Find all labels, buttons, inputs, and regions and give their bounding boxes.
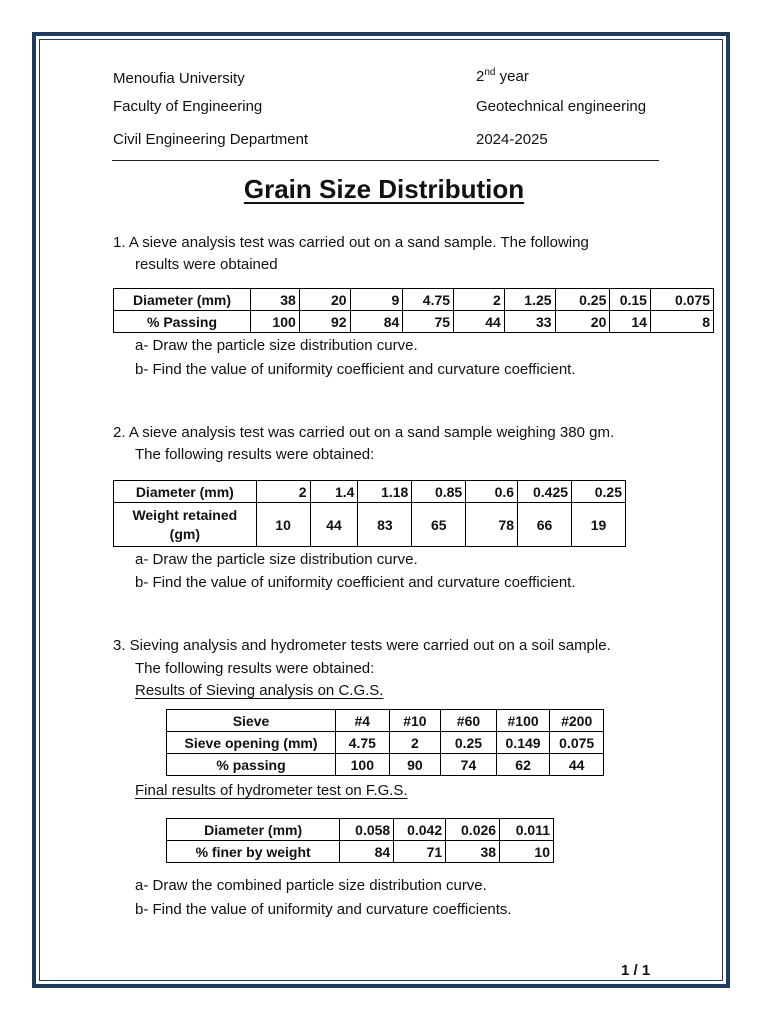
academic-year: 2024-2025 [476,131,548,148]
table-cell: 10 [500,841,554,863]
table-cell: 0.85 [412,481,466,503]
table-row [167,841,554,863]
table-cell: 9 [350,289,403,311]
table-cell: 0.25 [555,289,610,311]
table-cell: 84 [350,311,403,333]
table-cell: 100 [336,754,390,776]
table-row [167,819,554,841]
hydrometer-table [166,818,554,863]
table-row [167,710,604,732]
table-cell: 4.75 [403,289,454,311]
q2-text-line2: The following results were obtained: [135,446,375,463]
table-cell: 0.075 [650,289,713,311]
table-cell: 1.4 [310,481,358,503]
table-cell: 1.25 [504,289,555,311]
q2-table [113,480,626,547]
table-header: Diameter (mm) [114,481,257,503]
department-name: Civil Engineering Department [113,131,309,148]
table-row [167,732,604,754]
table-cell: 0.15 [610,289,651,311]
q3-part-b: b- Find the value of uniformity and curvature coefficients. [135,901,512,918]
table-cell: 100 [251,311,300,333]
table-cell: 84 [340,841,394,863]
table-cell: 44 [454,311,505,333]
table-cell: 0.026 [446,819,500,841]
table-cell: #100 [496,710,550,732]
sieve-caption: Results of Sieving analysis on C.G.S. [135,682,384,699]
table-cell: 0.075 [550,732,604,754]
page-number: 1 / 1 [621,962,651,979]
table-cell: 0.011 [500,819,554,841]
header-divider [112,160,659,161]
table-cell: 0.6 [466,481,518,503]
table-cell: 0.25 [441,732,497,754]
table-header: Sieve opening (mm) [167,732,336,754]
q1-text-line1: 1. A sieve analysis test was carried out on a sand sample. The following [113,234,589,251]
table-header: Weight retained (gm) [114,503,257,547]
table-cell: 14 [610,311,651,333]
table-cell: 44 [310,503,358,547]
table-cell: 92 [299,311,350,333]
table-cell: 74 [441,754,497,776]
table-header: % passing [167,754,336,776]
table-cell: 62 [496,754,550,776]
page-title: Grain Size Distribution [243,174,525,204]
q3-text-line2: The following results were obtained: [135,660,375,677]
table-cell: #4 [336,710,390,732]
q2-text-line1: 2. A sieve analysis test was carried out on a sand sample weighing 380 gm. [113,424,615,441]
university-name: Menoufia University [113,70,245,87]
table-cell: 65 [412,503,466,547]
table-header: Sieve [167,710,336,732]
table-cell: 0.058 [340,819,394,841]
table-cell: 2 [454,289,505,311]
table-cell: #10 [389,710,441,732]
q2-part-b: b- Find the value of uniformity coefficient and curvature coefficient. [135,574,576,591]
table-cell: 90 [389,754,441,776]
q1-part-a: a- Draw the particle size distribution curve. [135,337,418,354]
table-cell: 66 [518,503,572,547]
table-cell: 4.75 [336,732,390,754]
table-row [114,289,714,311]
table-row [114,481,626,503]
table-cell: #60 [441,710,497,732]
q1-table [113,288,714,333]
table-cell: 10 [256,503,310,547]
q3-text-line1: 3. Sieving analysis and hydrometer tests were carried out on a soil sample. [113,637,611,654]
q2-part-a: a- Draw the particle size distribution curve. [135,551,418,568]
table-cell: #200 [550,710,604,732]
table-cell: 19 [572,503,626,547]
table-cell: 71 [394,841,446,863]
table-cell: 44 [550,754,604,776]
table-cell: 0.042 [394,819,446,841]
faculty-name: Faculty of Engineering [113,98,263,115]
study-year: 2nd year [476,67,529,85]
sieve-table [166,709,604,776]
table-cell: 20 [555,311,610,333]
table-cell: 2 [256,481,310,503]
q3-part-a: a- Draw the combined particle size distribution curve. [135,877,487,894]
table-row [114,503,626,547]
table-cell: 83 [358,503,412,547]
table-cell: 78 [466,503,518,547]
q1-text-line2: results were obtained [135,256,278,273]
table-cell: 2 [389,732,441,754]
course-name: Geotechnical engineering [476,98,647,115]
table-header: Diameter (mm) [114,289,251,311]
table-cell: 0.149 [496,732,550,754]
table-cell: 38 [446,841,500,863]
table-row [167,754,604,776]
table-cell: 0.425 [518,481,572,503]
table-cell: 0.25 [572,481,626,503]
table-cell: 8 [650,311,713,333]
table-header: Diameter (mm) [167,819,340,841]
hydrometer-caption: Final results of hydrometer test on F.G.S. [135,782,408,799]
table-header: % Passing [114,311,251,333]
table-cell: 20 [299,289,350,311]
table-cell: 75 [403,311,454,333]
table-cell: 33 [504,311,555,333]
table-cell: 38 [251,289,300,311]
q1-part-b: b- Find the value of uniformity coefficient and curvature coefficient. [135,361,576,378]
table-row [114,311,714,333]
table-header: % finer by weight [167,841,340,863]
table-cell: 1.18 [358,481,412,503]
